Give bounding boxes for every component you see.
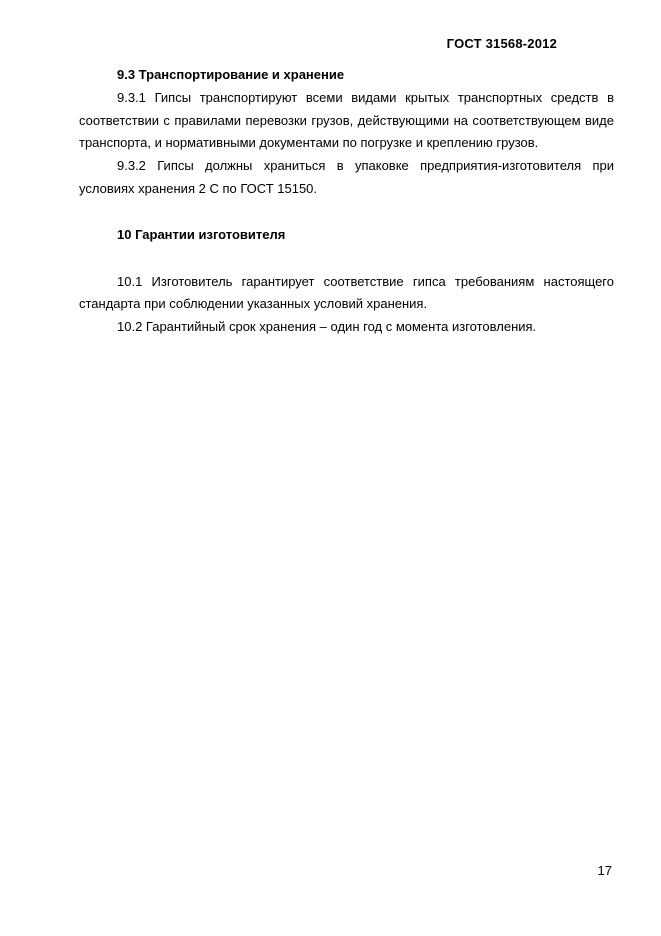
paragraph-10-2: 10.2 Гарантийный срок хранения – один год с момента изготовления.: [117, 319, 537, 335]
section-10-heading: 10 Гарантии изготовителя: [117, 226, 286, 242]
paragraph-10-1: 10.1 Изготовитель гарантирует соответствие гипса требованиям настоящего стандарта при соблюдении указанных условий хранения.: [79, 273, 614, 312]
page-content: [79, 64, 614, 339]
section-spacer: [79, 201, 614, 224]
section-9-3-heading: 9.3 Транспортирование и хранение: [117, 67, 345, 82]
page-number: 17: [597, 863, 612, 878]
section-spacer: [79, 247, 614, 271]
paragraph-9-3-1: 9.3.1 Гипсы транспортируют всеми видами крытых транспортных средств в соответствии с правилами перевозки грузов, действующими на соответствующем виде транспорта, и нормативными документами по погрузке и креплению грузов.: [79, 89, 614, 151]
paragraph-9-3-2: 9.3.2 Гипсы должны храниться в упаковке предприятия-изготовителя при условиях хранения 2 С по ГОСТ 15150.: [79, 158, 614, 196]
document-code: ГОСТ 31568-2012: [446, 36, 557, 51]
